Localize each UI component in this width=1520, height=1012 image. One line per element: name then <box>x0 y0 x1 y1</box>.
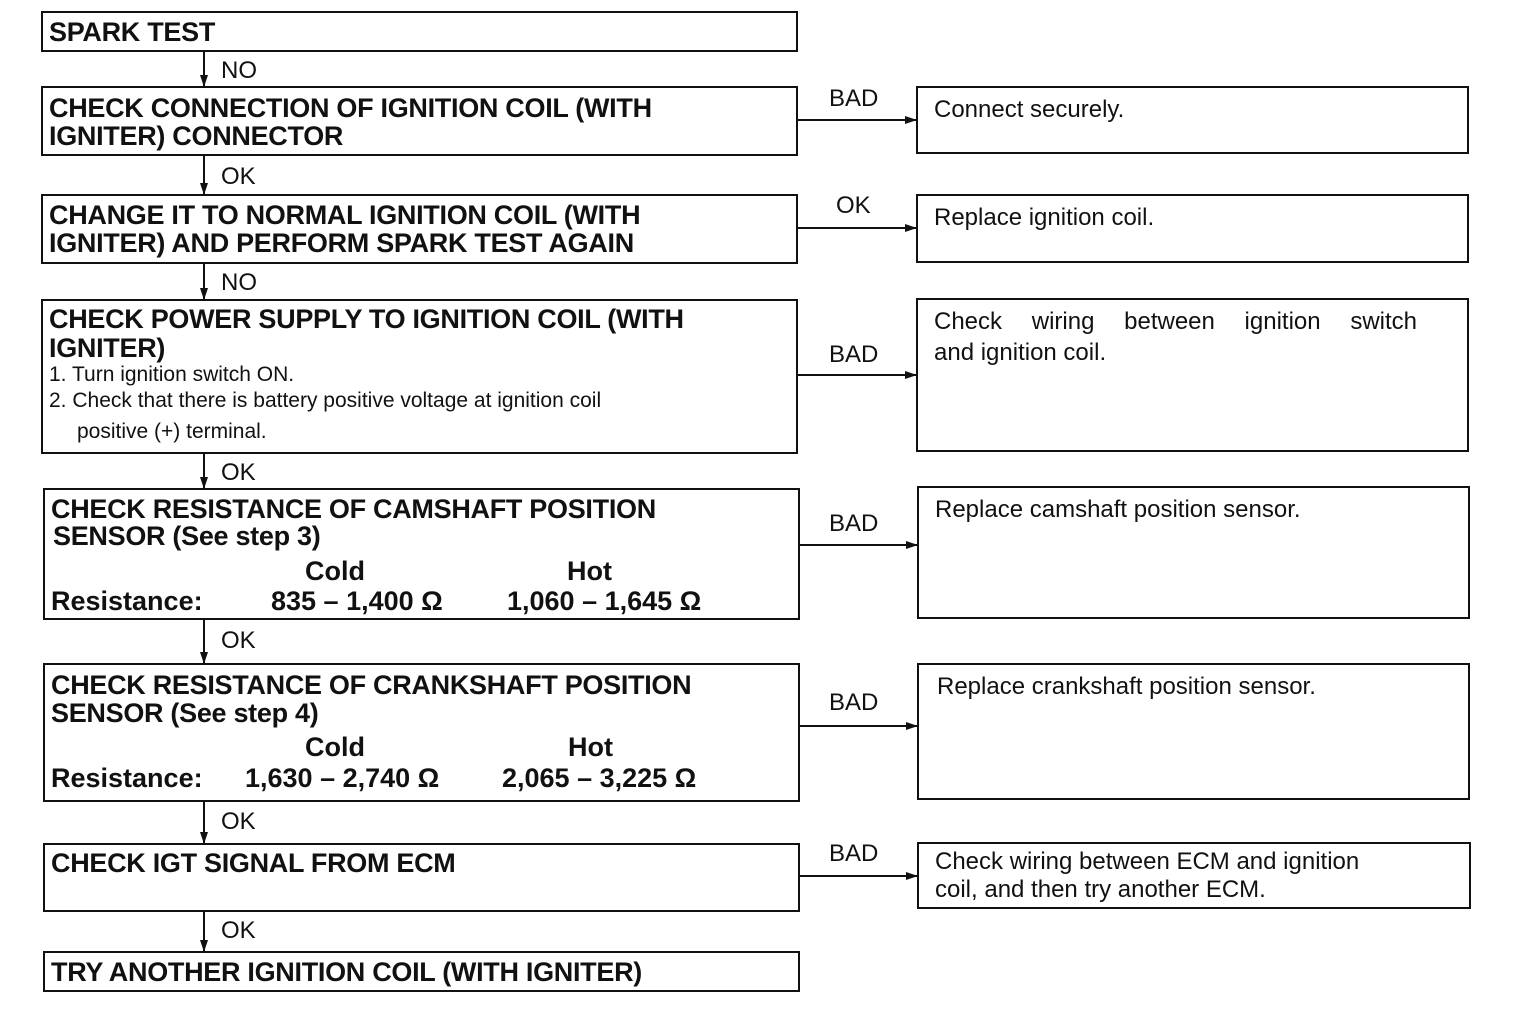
hot-value: 2,065 – 3,225 Ω <box>502 763 697 793</box>
step-title-line-2: SENSOR (See step 4) <box>51 698 319 728</box>
down-label-7: OK <box>221 917 256 944</box>
step-check-crankshaft-sensor <box>43 663 800 802</box>
resistance-label: Resistance: <box>51 586 203 616</box>
action-text: Replace crankshaft position sensor. <box>937 673 1316 700</box>
down-label-6: OK <box>221 808 256 835</box>
cold-value: 835 – 1,400 Ω <box>271 586 443 616</box>
step-title: CHECK IGT SIGNAL FROM ECM <box>51 848 456 878</box>
step-instruction-2-cont: positive (+) terminal. <box>77 420 267 443</box>
resistance-label: Resistance: <box>51 763 203 793</box>
step-title-line-2: IGNITER) CONNECTOR <box>49 121 344 151</box>
step-title-line-1: CHECK CONNECTION OF IGNITION COIL (WITH <box>49 93 652 123</box>
action-replace-camshaft-sensor <box>917 486 1470 619</box>
step-instruction-2: 2. Check that there is battery positive voltage at ignition coil <box>49 389 602 412</box>
step-title-line-2: IGNITER) AND PERFORM SPARK TEST AGAIN <box>49 228 634 258</box>
down-label-5: OK <box>221 627 256 654</box>
side-label-3: BAD <box>829 341 879 368</box>
step-spark-test <box>41 11 798 52</box>
action-text-line-2: and ignition coil. <box>934 339 1107 366</box>
col-hot: Hot <box>568 732 613 762</box>
step-title-line-1: CHANGE IT TO NORMAL IGNITION COIL (WITH <box>49 200 641 230</box>
step-title: TRY ANOTHER IGNITION COIL (WITH IGNITER) <box>51 957 642 987</box>
action-replace-ignition-coil <box>916 194 1469 263</box>
action-check-wiring-switch-coil <box>916 298 1469 452</box>
step-title: SPARK TEST <box>49 17 216 47</box>
down-label-3: NO <box>221 269 257 296</box>
action-replace-crankshaft-sensor <box>917 663 1470 800</box>
step-change-coil <box>41 194 798 264</box>
step-try-another-coil <box>43 951 800 992</box>
action-text-line-2: coil, and then try another ECM. <box>935 876 1266 903</box>
down-label-2: OK <box>221 163 256 190</box>
side-label-2: OK <box>836 192 871 219</box>
step-check-power-supply <box>41 299 798 454</box>
step-check-connection <box>41 86 798 156</box>
action-text: Connect securely. <box>934 96 1125 123</box>
side-label-6: BAD <box>829 840 879 867</box>
action-text: Replace camshaft position sensor. <box>935 496 1301 523</box>
side-label-1: BAD <box>829 85 879 112</box>
action-text-line-1: Check wiring between ignition switch <box>934 308 1417 335</box>
step-title-line-1: CHECK RESISTANCE OF CAMSHAFT POSITION <box>51 494 656 524</box>
col-cold: Cold <box>305 732 365 762</box>
down-label-1: NO <box>221 57 257 84</box>
side-label-5: BAD <box>829 689 879 716</box>
hot-value: 1,060 – 1,645 Ω <box>507 586 702 616</box>
action-connect-securely <box>916 86 1469 154</box>
step-title-line-1: CHECK RESISTANCE OF CRANKSHAFT POSITION <box>51 670 692 700</box>
step-check-camshaft-sensor <box>43 488 800 620</box>
col-cold: Cold <box>305 556 365 586</box>
side-label-4: BAD <box>829 510 879 537</box>
col-hot: Hot <box>567 556 612 586</box>
action-check-wiring-ecm <box>917 842 1471 909</box>
step-title-line-1: CHECK POWER SUPPLY TO IGNITION COIL (WITH <box>49 304 684 334</box>
action-text-line-1: Check wiring between ECM and ignition <box>935 848 1360 875</box>
step-title-line-2: SENSOR (See step 3) <box>53 521 321 551</box>
step-instruction-1: 1. Turn ignition switch ON. <box>49 363 295 386</box>
cold-value: 1,630 – 2,740 Ω <box>245 763 440 793</box>
action-text: Replace ignition coil. <box>934 204 1155 231</box>
down-label-4: OK <box>221 459 256 486</box>
step-check-igt-signal <box>43 843 800 912</box>
step-title-line-2: IGNITER) <box>49 333 166 363</box>
